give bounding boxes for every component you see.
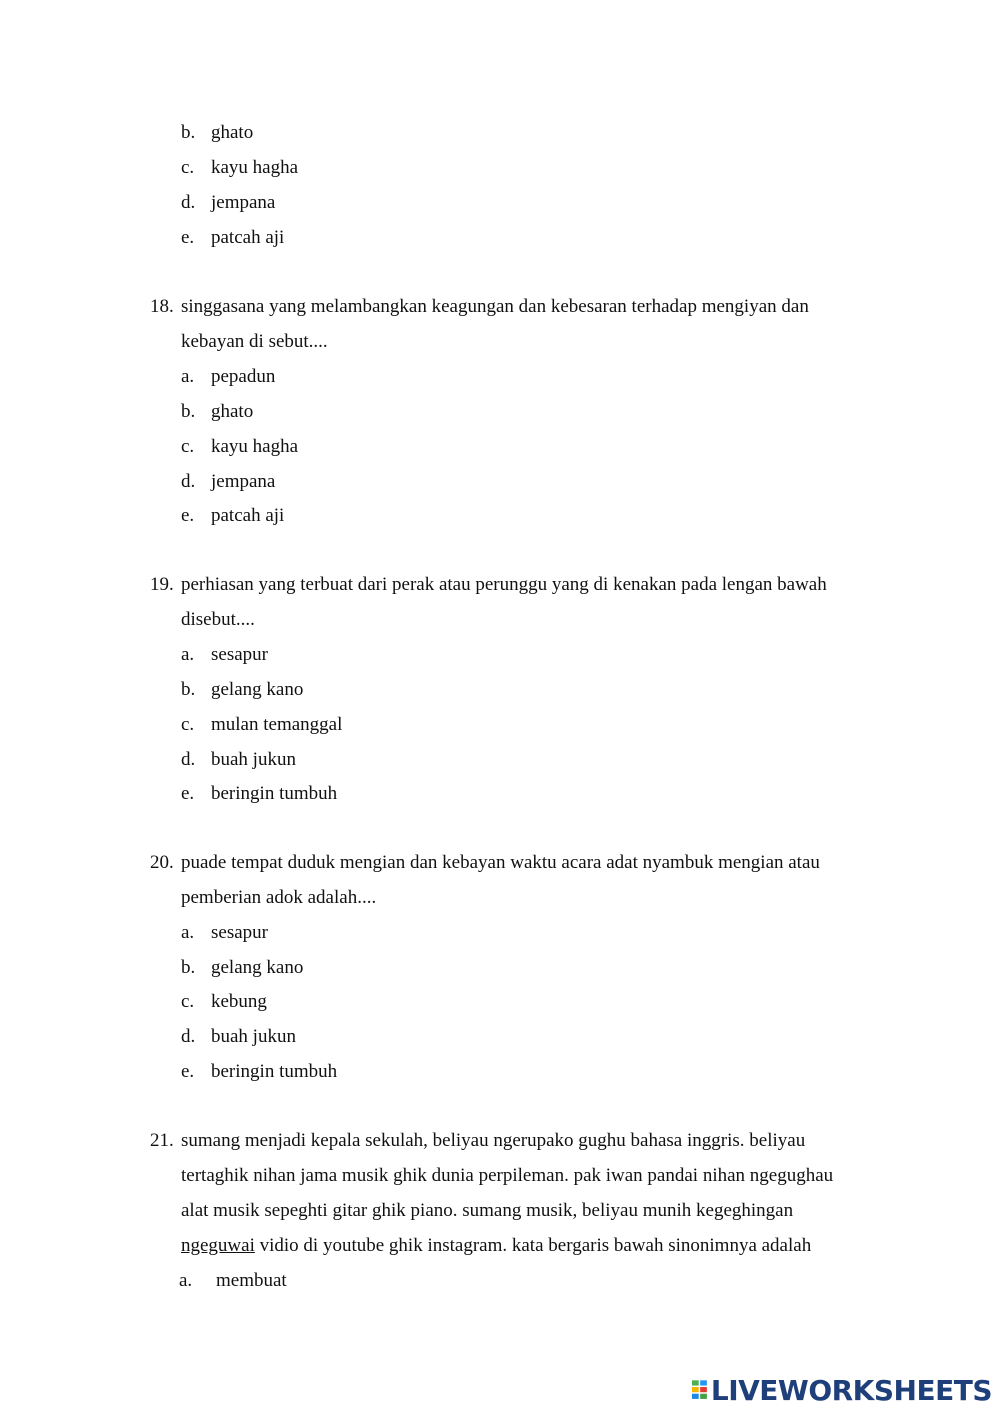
question-18-line-2: kebayan di sebut.... xyxy=(181,331,328,352)
liveworksheets-logo[interactable] xyxy=(692,1372,992,1408)
question-21-line-3: alat musik sepeghti gitar ghik piano. sumang musik, beliyau munih kegeghingan xyxy=(181,1200,794,1221)
question-20-line-2: pemberian adok adalah.... xyxy=(181,887,377,908)
question-21-line-4 xyxy=(181,1234,811,1258)
question-21-line-2: tertaghik nihan jama musik ghik dunia perpileman. pak iwan pandai nihan ngegughau xyxy=(181,1165,834,1186)
question-21-line-4-rest: vidio di youtube ghik instagram. kata bergaris bawah sinonimnya adalah xyxy=(254,1235,812,1256)
liveworksheets-logo-icon xyxy=(692,1377,707,1403)
question-19-line-2: disebut.... xyxy=(181,609,255,630)
underlined-word: ngeguwai xyxy=(181,1235,255,1256)
brand-name: LIVEWORKSHEETS xyxy=(710,1373,992,1407)
